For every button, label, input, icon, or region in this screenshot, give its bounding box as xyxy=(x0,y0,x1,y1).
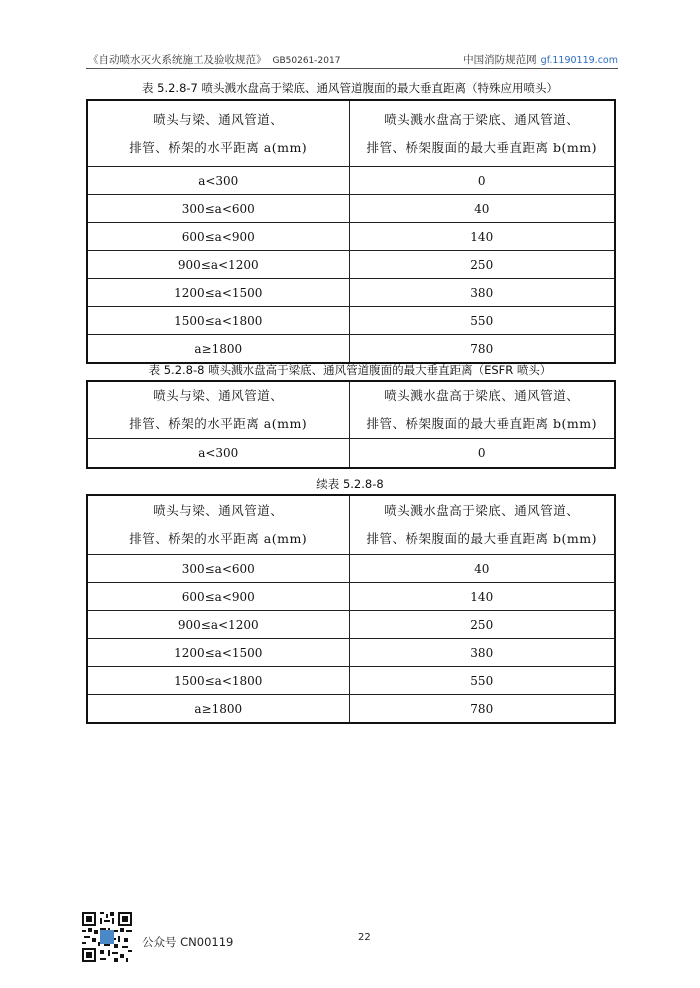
table2-header-b-line2: 排管、桥架腹面的最大垂直距离 b(mm) xyxy=(366,416,597,431)
cell-b: 380 xyxy=(349,639,615,667)
cell-b: 380 xyxy=(349,279,615,307)
table2 xyxy=(86,380,616,469)
cell-b: 0 xyxy=(349,167,615,195)
table2-header-row xyxy=(87,381,615,439)
table1-header-b-line1: 喷头溅水盘高于梁底、通风管道、 xyxy=(384,111,580,127)
table1-header-b xyxy=(349,100,615,167)
cell-a: 300≤a<600 xyxy=(87,195,349,223)
table2-header-b-line1: 喷头溅水盘高于梁底、通风管道、 xyxy=(384,388,580,403)
table3-header-a xyxy=(87,495,349,555)
table-row xyxy=(87,667,615,695)
table3-header-a-line1: 喷头与梁、通风管道、 xyxy=(153,503,284,518)
table-row xyxy=(87,439,615,469)
cell-a: a<300 xyxy=(87,439,349,469)
table-row xyxy=(87,611,615,639)
table1-header-row xyxy=(87,100,615,167)
table1 xyxy=(86,99,616,364)
site-name: 中国消防规范网 xyxy=(463,54,537,66)
cell-b: 780 xyxy=(349,695,615,724)
table3-header-b-line1: 喷头溅水盘高于梁底、通风管道、 xyxy=(384,503,580,518)
document-title-text: 《自动喷水灭火系统施工及验收规范》 xyxy=(88,54,267,66)
table2-header-a xyxy=(87,381,349,439)
cell-b: 550 xyxy=(349,307,615,335)
table-row xyxy=(87,223,615,251)
cell-a: a≥1800 xyxy=(87,335,349,364)
table1-header-b-line2: 排管、桥架腹面的最大垂直距离 b(mm) xyxy=(366,139,597,155)
table2-header-b xyxy=(349,381,615,439)
table1-header-a-line2: 排管、桥架的水平距离 a(mm) xyxy=(129,139,308,155)
table-row xyxy=(87,279,615,307)
table-row xyxy=(87,167,615,195)
table-row xyxy=(87,307,615,335)
wechat-account-label: 公众号 CN00119 xyxy=(142,935,234,949)
cell-b: 40 xyxy=(349,195,615,223)
table2-header-a-line2: 排管、桥架的水平距离 a(mm) xyxy=(129,416,308,431)
table3-caption: 续表 5.2.8-8 xyxy=(316,477,384,491)
cell-b: 780 xyxy=(349,335,615,364)
table2-header-a-line1: 喷头与梁、通风管道、 xyxy=(153,388,284,403)
cell-b: 0 xyxy=(349,439,615,469)
table-row xyxy=(87,251,615,279)
table1-header-a-line1: 喷头与梁、通风管道、 xyxy=(153,111,284,127)
table3-header-b-line2: 排管、桥架腹面的最大垂直距离 b(mm) xyxy=(366,531,597,546)
cell-a: 1200≤a<1500 xyxy=(87,639,349,667)
table1-header-a xyxy=(87,100,349,167)
document-code: GB50261-2017 xyxy=(272,56,341,66)
table2-caption: 表 5.2.8-8 喷头溅水盘高于梁底、通风管道腹面的最大垂直距离（ESFR 喷头） xyxy=(148,363,552,377)
table-row xyxy=(87,555,615,583)
cell-a: 600≤a<900 xyxy=(87,583,349,611)
cell-a: 600≤a<900 xyxy=(87,223,349,251)
cell-a: a<300 xyxy=(87,167,349,195)
cell-b: 550 xyxy=(349,667,615,695)
cell-b: 140 xyxy=(349,223,615,251)
table1-caption: 表 5.2.8-7 喷头溅水盘高于梁底、通风管道腹面的最大垂直距离（特殊应用喷头） xyxy=(141,81,559,95)
site-url-link[interactable]: gf.1190119.com xyxy=(540,55,618,66)
cell-a: 900≤a<1200 xyxy=(87,251,349,279)
site-label xyxy=(463,52,618,67)
table3-header-a-line2: 排管、桥架的水平距离 a(mm) xyxy=(129,531,308,546)
qr-code-icon xyxy=(82,912,132,962)
table-row xyxy=(87,695,615,724)
table-row xyxy=(87,195,615,223)
cell-a: 1500≤a<1800 xyxy=(87,307,349,335)
cell-b: 140 xyxy=(349,583,615,611)
cell-b: 250 xyxy=(349,611,615,639)
page-number: 22 xyxy=(358,932,371,943)
cell-a: 300≤a<600 xyxy=(87,555,349,583)
cell-a: 900≤a<1200 xyxy=(87,611,349,639)
table3-header-row xyxy=(87,495,615,555)
table-row xyxy=(87,639,615,667)
document-title xyxy=(88,52,340,67)
table3 xyxy=(86,494,616,724)
header-divider xyxy=(86,68,618,69)
cell-a: a≥1800 xyxy=(87,695,349,724)
cell-a: 1200≤a<1500 xyxy=(87,279,349,307)
table3-header-b xyxy=(349,495,615,555)
table-row xyxy=(87,335,615,364)
cell-a: 1500≤a<1800 xyxy=(87,667,349,695)
cell-b: 250 xyxy=(349,251,615,279)
cell-b: 40 xyxy=(349,555,615,583)
table-row xyxy=(87,583,615,611)
